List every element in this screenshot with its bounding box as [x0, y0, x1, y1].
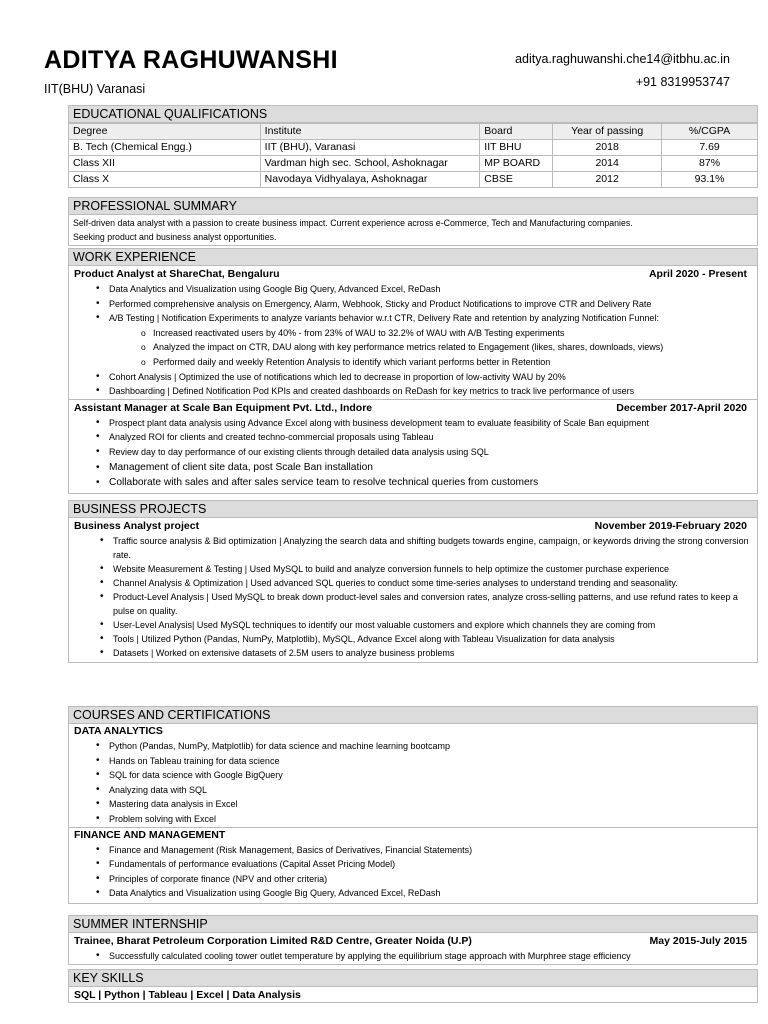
email-address[interactable]: aditya.raghuwanshi.che14@itbhu.ac.in — [515, 52, 730, 66]
table-cell: IIT BHU — [480, 140, 553, 156]
course-list — [69, 739, 757, 827]
table-cell: B. Tech (Chemical Engg.) — [69, 140, 261, 156]
list-item: • Analyzed ROI for clients and created techno-commercial proposals using Tableau — [69, 430, 757, 445]
table-cell: 7.69 — [662, 140, 758, 156]
table-cell: Vardman high sec. School, Ashoknagar — [260, 156, 480, 172]
education-section — [68, 105, 758, 188]
list-item: • Traffic source analysis & Bid optimization | Analyzing the search data and shifting budgets towards engine, campaign, or keywords driving the strong conversion rate. — [69, 534, 757, 562]
job-bullets — [69, 282, 757, 399]
project-dates: November 2019-February 2020 — [594, 520, 747, 532]
phone-number: +91 8319953747 — [635, 75, 730, 89]
section-heading: EDUCATIONAL QUALIFICATIONS — [68, 105, 758, 123]
skills-text: SQL | Python | Tableau | Excel | Data Analysis — [68, 987, 758, 1003]
list-item: o Increased reactivated users by 40% - from 23% of WAU to 32.2% of WAU with A/B Testing experiments — [69, 326, 757, 341]
list-item: • A/B Testing | Notification Experiments to analyze variants behavior w.r.t CTR, Delivery Rate and retention by analyzing Notification Funnel: — [69, 311, 757, 326]
job-title — [69, 400, 757, 416]
section-heading: WORK EXPERIENCE — [68, 248, 758, 266]
list-item: • Python (Pandas, NumPy, Matplotlib) for data science and machine learning bootcamp — [69, 739, 757, 754]
courses-box — [68, 724, 758, 904]
section-heading: BUSINESS PROJECTS — [68, 500, 758, 518]
projects-box — [68, 518, 758, 663]
section-heading: COURSES AND CERTIFICATIONS — [68, 706, 758, 724]
table-cell: IIT (BHU), Varanasi — [260, 140, 480, 156]
table-cell: CBSE — [480, 172, 553, 188]
list-item: • Hands on Tableau training for data science — [69, 754, 757, 769]
education-table — [68, 123, 758, 188]
list-item: • Problem solving with Excel — [69, 812, 757, 827]
column-header: Board — [480, 124, 553, 140]
list-item: • Cohort Analysis | Optimized the use of notifications which led to decrease in proportion of low-activity WAU by 20% — [69, 370, 757, 385]
internship-box — [68, 933, 758, 965]
table-row — [69, 172, 758, 188]
list-item: • Product-Level Analysis | Used MySQL to break down product-level sales and conversion rates, analyze cross-selling patterns, and use refund rates to keep a pulse on quality. — [69, 590, 757, 618]
list-item: • User-Level Analysis| Used MySQL techniques to identify our most valuable customers and explore which channels they are coming from — [69, 618, 757, 632]
projects-section — [68, 500, 758, 663]
courses-section — [68, 706, 758, 904]
list-item: • Mastering data analysis in Excel — [69, 797, 757, 812]
column-header: Degree — [69, 124, 261, 140]
course-list — [69, 843, 757, 903]
project-title — [69, 518, 757, 534]
list-item: • Successfully calculated cooling tower outlet temperature by applying the equilibrium stage approach with Murphree stage efficiency — [69, 949, 757, 964]
list-item: • Prospect plant data analysis using Advance Excel along with business development team to evaluate feasibility of Scale Ban equipment — [69, 416, 757, 431]
section-heading: KEY SKILLS — [68, 969, 758, 987]
table-cell: Class X — [69, 172, 261, 188]
summary-text — [68, 215, 758, 246]
column-header: %/CGPA — [662, 124, 758, 140]
internship-dates: May 2015-July 2015 — [649, 935, 747, 947]
section-heading: SUMMER INTERNSHIP — [68, 915, 758, 933]
internship-title — [69, 933, 757, 949]
table-row — [69, 140, 758, 156]
list-item: • Principles of corporate finance (NPV and other criteria) — [69, 872, 757, 887]
list-item: o Performed daily and weekly Retention Analysis to identify which variant performs better in Retention — [69, 355, 757, 370]
candidate-name: ADITYA RAGHUWANSHI — [44, 46, 338, 74]
list-item: • Website Measurement & Testing | Used MySQL to build and analyze conversion funnels to help optimize the customer purchase experience — [69, 562, 757, 576]
column-header: Institute — [260, 124, 480, 140]
job-name: Product Analyst at ShareChat, Bengaluru — [74, 268, 280, 280]
list-item: • Collaborate with sales and after sales service team to resolve technical queries from customers — [69, 475, 757, 491]
list-item: • Performed comprehensive analysis on Emergency, Alarm, Webhook, Sticky and Product Notifications to improve CTR and Delivery Rate — [69, 297, 757, 312]
job-dates: December 2017-April 2020 — [616, 401, 747, 414]
list-item: • Tools | Utilized Python (Pandas, NumPy, Matplotlib), MySQL, Advance Excel along with Tableau Visualization for data analysis — [69, 632, 757, 646]
table-cell: Navodaya Vidhyalaya, Ashoknagar — [260, 172, 480, 188]
summary-section — [68, 197, 758, 246]
skills-section — [68, 969, 758, 1003]
table-cell: 93.1% — [662, 172, 758, 188]
summary-line: Self-driven data analyst with a passion to create business impact. Current experience across e-Commerce, Tech and Manufacturing companies. — [73, 218, 633, 228]
course-group-title: DATA ANALYTICS — [74, 725, 163, 737]
table-cell: 2018 — [553, 140, 662, 156]
table-cell: 87% — [662, 156, 758, 172]
internship-bullets — [69, 949, 757, 964]
list-item: • Data Analytics and Visualization using Google Big Query, Advanced Excel, ReDash — [69, 282, 757, 297]
internship-section — [68, 915, 758, 965]
job-dates: April 2020 - Present — [648, 268, 747, 280]
project-bullets — [69, 534, 757, 662]
internship-role: Trainee, Bharat Petroleum Corporation Limited R&D Centre, Greater Noida (U.P) — [74, 935, 472, 947]
project-name: Business Analyst project — [74, 520, 200, 532]
table-row — [69, 156, 758, 172]
summary-line: Seeking product and business analyst opportunities. — [73, 232, 277, 242]
list-item: • Finance and Management (Risk Management, Basics of Derivatives, Financial Statements) — [69, 843, 757, 858]
list-item: o Analyzed the impact on CTR, DAU along with key performance metrics related to Engagement (likes, shares, downloads, views) — [69, 340, 757, 355]
work-box — [68, 266, 758, 494]
job-name: Assistant Manager at Scale Ban Equipment Pvt. Ltd., Indore — [74, 401, 373, 414]
table-header-row — [69, 124, 758, 140]
table-cell: 2014 — [553, 156, 662, 172]
list-item: • Data Analytics and Visualization using Google Big Query, Advanced Excel, ReDash — [69, 886, 757, 901]
list-item: • Channel Analysis & Optimization | Used advanced SQL queries to conduct some time-series analyses to understand trending and seasonality. — [69, 576, 757, 590]
work-section — [68, 248, 758, 494]
list-item: • Management of client site data, post Scale Ban installation — [69, 460, 757, 476]
list-item: • Analyzing data with SQL — [69, 783, 757, 798]
list-item: • Fundamentals of performance evaluations (Capital Asset Pricing Model) — [69, 857, 757, 872]
candidate-institute: IIT(BHU) Varanasi — [44, 82, 146, 96]
section-heading: PROFESSIONAL SUMMARY — [68, 197, 758, 215]
list-item: • SQL for data science with Google BigQuery — [69, 768, 757, 783]
column-header: Year of passing — [553, 124, 662, 140]
course-group-title: FINANCE AND MANAGEMENT — [74, 828, 226, 841]
list-item: • Datasets | Worked on extensive datasets of 2.5M users to analyze business problems — [69, 646, 757, 660]
job-bullets — [69, 416, 757, 493]
job-title — [69, 266, 757, 282]
list-item: • Dashboarding | Defined Notification Pod KPIs and created dashboards on ReDash for key metrics to track live performance of users — [69, 384, 757, 399]
table-cell: MP BOARD — [480, 156, 553, 172]
table-cell: 2012 — [553, 172, 662, 188]
list-item: • Review day to day performance of our existing clients through detailed data analysis using SQL — [69, 445, 757, 460]
table-cell: Class XII — [69, 156, 261, 172]
